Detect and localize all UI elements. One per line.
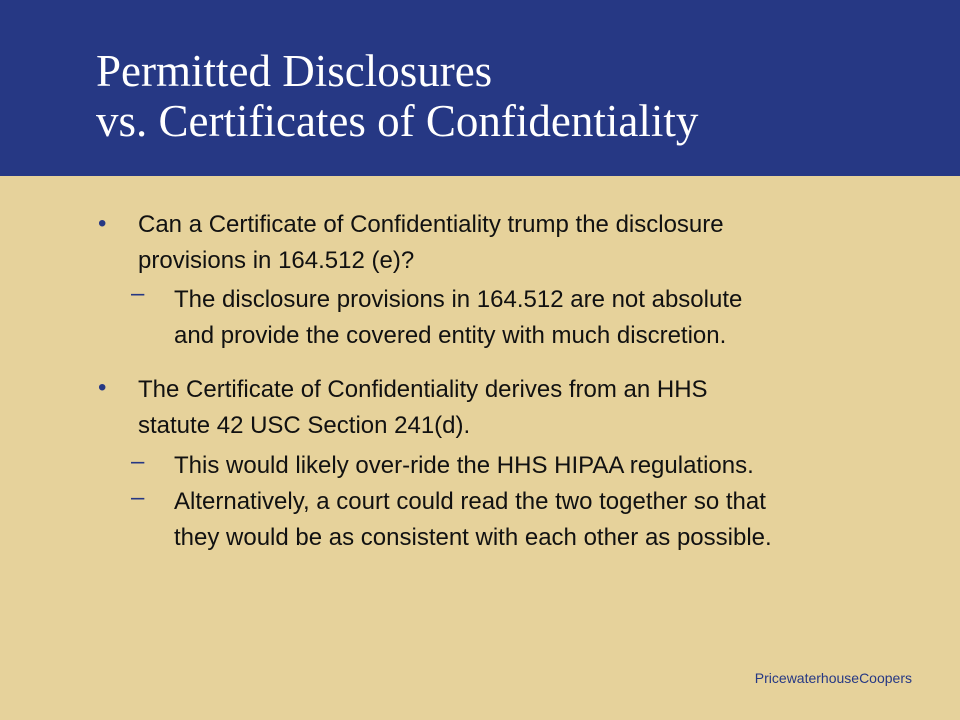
sub-bullet-2-2-line-1: Alternatively, a court could read the two together so that bbox=[174, 488, 766, 515]
bullet-marker-2: • bbox=[98, 374, 107, 401]
bullet-marker-1: • bbox=[98, 210, 107, 237]
sub-bullet-marker-2-1: – bbox=[131, 448, 145, 475]
sub-bullet-1-1-line-2: and provide the covered entity with much discretion. bbox=[174, 322, 727, 349]
bullet-2-line-2: statute 42 USC Section 241(d). bbox=[138, 412, 471, 439]
sub-bullet-2-2-line-2: they would be as consistent with each other as possible. bbox=[174, 524, 772, 551]
sub-bullet-2-1-line-1: This would likely over-ride the HHS HIPAA regulations. bbox=[174, 452, 754, 479]
slide-title-line-2: vs. Certificates of Confidentiality bbox=[96, 96, 699, 146]
sub-bullet-1-1-line-1: The disclosure provisions in 164.512 are not absolute bbox=[174, 286, 743, 313]
footer-company-name: PricewaterhouseCoopers bbox=[754, 670, 912, 686]
slide-title-line-1: Permitted Disclosures bbox=[96, 46, 493, 96]
bullet-1-line-2: provisions in 164.512 (e)? bbox=[138, 247, 415, 274]
bullet-2-line-1: The Certificate of Confidentiality derives from an HHS bbox=[138, 376, 708, 403]
bullet-1-line-1: Can a Certificate of Confidentiality trump the disclosure bbox=[138, 211, 724, 238]
sub-bullet-marker-2-2: – bbox=[131, 484, 145, 511]
sub-bullet-marker-1-1: – bbox=[131, 280, 145, 307]
